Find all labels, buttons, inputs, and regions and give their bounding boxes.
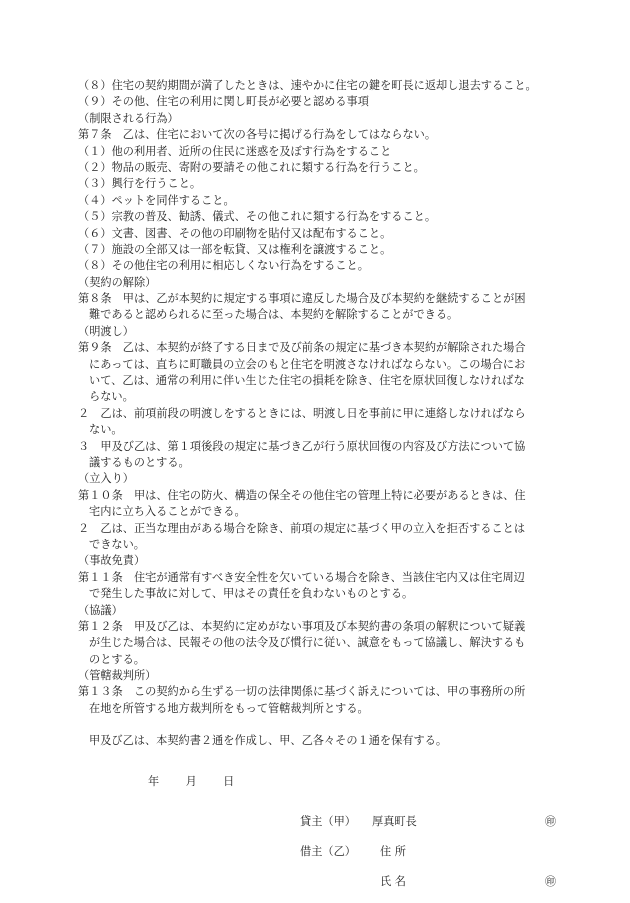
contract-document (78, 78, 556, 890)
article-10-para-2-line-2: できない。 (89, 537, 145, 551)
heading-restricted-acts: （制限される行為） (78, 111, 179, 125)
heading-consultation: （協議） (78, 603, 123, 617)
article-8-line-2: 難であると認められるに至った場合は、本契約を解除することができる。 (89, 308, 459, 322)
heading-termination: （契約の解除） (78, 275, 157, 289)
article-9-line-4: らない。 (89, 390, 134, 404)
article-10 (78, 488, 556, 554)
borrower-seal-mark: ㊞ (545, 874, 556, 888)
article-10-line-1: 第１０条 甲は、住宅の防火、構造の保全その他住宅の管理上特に必要があるときは、住 (78, 488, 526, 502)
date-month: 月 (185, 774, 197, 788)
article-11-line-1: 第１１条 住宅が通常有すべき安全性を欠いている場合を除き、当該住宅内又は住宅周辺 (78, 570, 525, 584)
article-9-para-3-line-2: 議するものとする。 (89, 455, 190, 469)
borrower-name-label: 氏 名 (380, 874, 406, 888)
borrower-address-row (78, 844, 556, 860)
item-8-line: （８）住宅の契約期間が満了したときは、速やかに住宅の鍵を町長に返却し退去すること。 (78, 79, 537, 92)
borrower-name-row (78, 874, 556, 890)
article-11-line-2: で発生した事故に対して、甲はその責任を負わないものとする。 (89, 587, 414, 601)
restricted-item-7: （７）施設の全部又は一部を転貸、又は権利を譲渡すること。 (78, 242, 392, 256)
article-13-line-2: 在地を所管する地方裁判所をもって管轄裁判所とする。 (89, 701, 369, 715)
restricted-item-1: （１）他の利用者、近所の住民に迷惑を及ぼす行為をすること (78, 144, 392, 158)
restricted-item-3: （３）興行を行うこと。 (78, 177, 202, 191)
lender-name: 厚真町長 (372, 814, 417, 828)
lender-signature-row (78, 814, 556, 830)
borrower-address-label: 住 所 (380, 844, 406, 858)
lender-seal-mark: ㊞ (545, 814, 556, 828)
article-9-para-2-line-2: ない。 (89, 423, 123, 437)
article-8-line-1: 第８条 甲は、乙が本契約に規定する事項に違反した場合及び本契約を継続することが困 (78, 292, 526, 306)
restricted-item-4: （４）ペットを同伴すること。 (78, 193, 235, 207)
article-8 (78, 291, 556, 324)
article-13 (78, 684, 556, 717)
heading-jurisdiction: （管轄裁判所） (78, 669, 157, 683)
article-9 (78, 340, 556, 471)
date-line (78, 774, 556, 790)
restricted-item-2: （２）物品の販売、寄附の要請その他これに類する行為を行うこと。 (78, 160, 425, 174)
article-11 (78, 570, 556, 603)
lender-label: 貸主（甲） (300, 814, 356, 828)
article-9-para-2-line-1: ２ 乙は、前項前段の明渡しをするときには、明渡し日を事前に甲に連絡しなければなら (78, 406, 526, 420)
article-12 (78, 619, 556, 668)
date-day: 日 (223, 774, 235, 788)
article-7-line: 第７条 乙は、住宅において次の各号に掲げる行為をしてはならない。 (78, 128, 437, 142)
restricted-item-6: （６）文書、図書、その他の印刷物を貼付又は配布すること。 (78, 226, 392, 240)
article-9-line-2: にあっては、直ちに町職員の立会のもと住宅を明渡さなければならない。この場合にお (89, 357, 526, 371)
article-10-line-2: 宅内に立ち入ることができる。 (89, 505, 246, 519)
article-12-line-1: 第１２条 甲及び乙は、本契約に定めがない事項及び本契約書の条項の解釈について疑義 (78, 619, 526, 633)
article-9-para-3-line-1: ３ 甲及び乙は、第１項後段の規定に基づき乙が行う原状回復の内容及び方法について協 (78, 439, 526, 453)
article-9-line-3: いて、乙は、通常の利用に伴い生じた住宅の損耗を除き、住宅を原状回復しなければな (89, 374, 525, 388)
article-9-line-1: 第９条 乙は、本契約が終了する日まで及び前条の規定に基づき本契約が解除された場合 (78, 341, 526, 355)
heading-handover: （明渡し） (78, 324, 134, 338)
article-13-line-1: 第１３条 この契約から生ずる一切の法律関係に基づく訴えについては、甲の事務所の所 (78, 685, 526, 699)
restricted-item-8: （８）その他住宅の利用に相応しくない行為をすること。 (78, 259, 369, 273)
article-12-line-3: のとする。 (89, 652, 145, 666)
article-12-line-2: が生じた場合は、民報その他の法令及び慣行に従い、誠意をもって協議し、解決するも (89, 636, 526, 650)
borrower-label: 借主（乙） (300, 844, 356, 858)
article-10-para-2-line-1: ２ 乙は、正当な理由がある場合を除き、前項の規定に基づく甲の立入を拒否することは (78, 521, 526, 535)
heading-accident-exemption: （事故免責） (78, 554, 146, 568)
date-year: 年 (148, 774, 160, 788)
closing-statement: 甲及び乙は、本契約書２通を作成し、甲、乙各々その１通を保有する。 (89, 734, 448, 748)
item-9-line: （９）その他、住宅の利用に関し町長が必要と認める事項 (78, 95, 369, 109)
restricted-item-5: （５）宗教の普及、勧誘、儀式、その他これに類する行為をすること。 (78, 210, 437, 224)
heading-entry: （立入り） (78, 472, 134, 486)
